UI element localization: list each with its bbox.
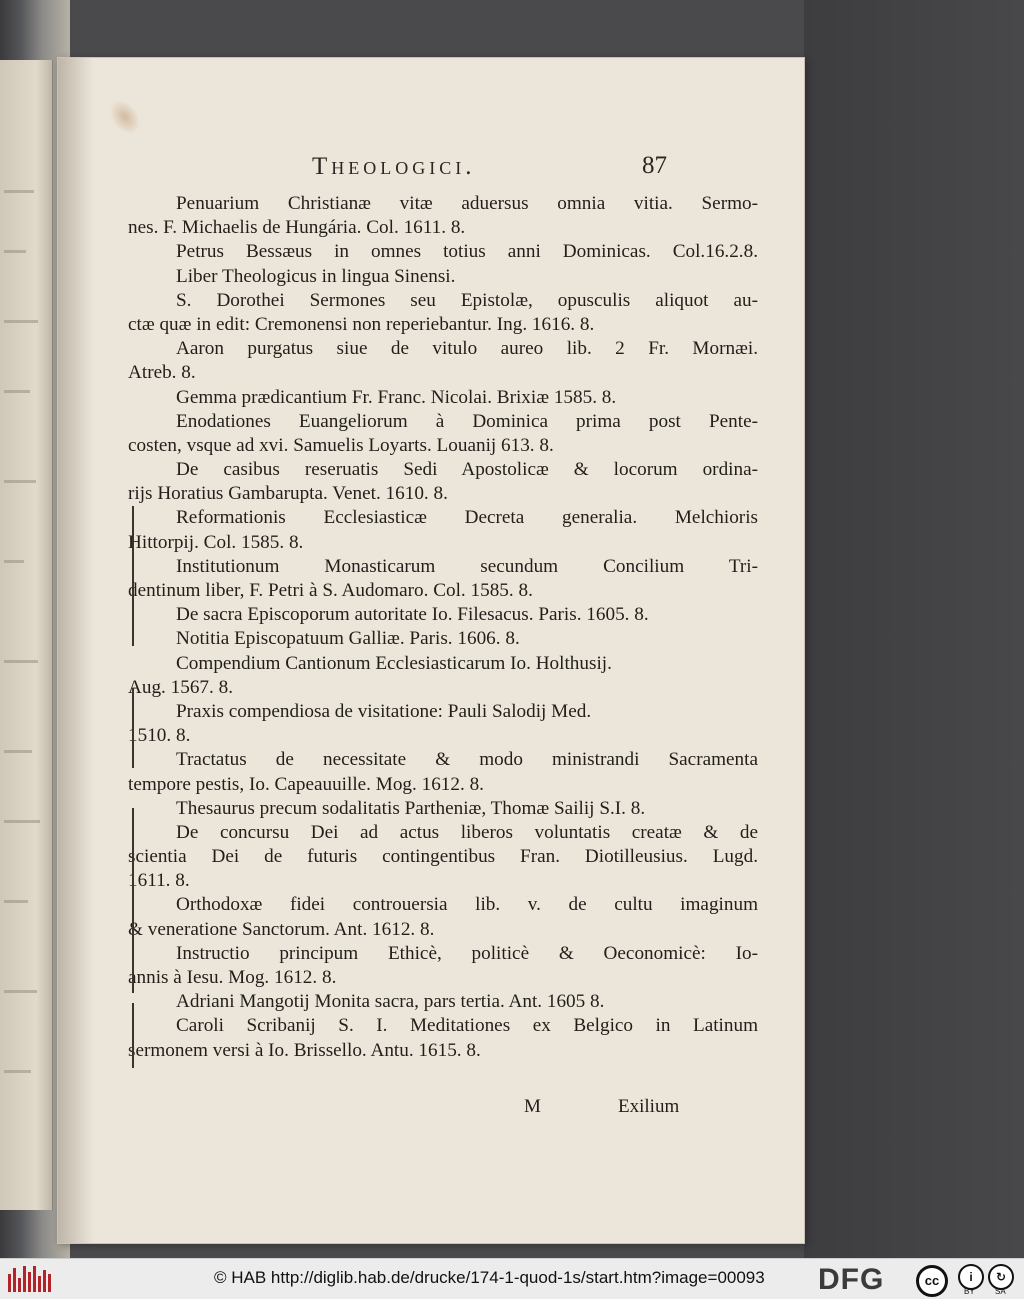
text-line: Notitia Episcopatuum Galliæ. Paris. 1606. 8. — [176, 628, 520, 650]
page-number: 87 — [642, 152, 667, 179]
text-line: Petrus Bessæus in omnes totius anni Dominicas. Col.16.2.8. — [176, 241, 758, 263]
paper-stain — [103, 94, 146, 140]
text-line: Instructio principum Ethicè, politicè & Oeconomicè: Io- — [176, 942, 758, 964]
catchword: Exilium — [618, 1096, 680, 1117]
text-line: tempore pestis, Io. Capeauuille. Mog. 1612. 8. — [128, 773, 484, 795]
text-line: Tractatus de necessitate & modo ministrandi Sacramenta — [176, 749, 758, 771]
text-line: Atreb. 8. — [128, 362, 196, 384]
copyright-link[interactable]: © HAB http://diglib.hab.de/drucke/174-1-quod-1s/start.htm?image=00093 — [214, 1268, 765, 1287]
text-line: Adriani Mangotij Monita sacra, pars tertia. Ant. 1605 8. — [176, 991, 605, 1013]
previous-page-edge — [0, 60, 53, 1210]
text-line: Gemma prædicantium Fr. Franc. Nicolai. Brixiæ 1585. 8. — [176, 386, 617, 408]
margin-bracket — [132, 506, 140, 646]
text-line: Compendium Cantionum Ecclesiasticarum Io. Holthusij. — [176, 652, 612, 674]
text-line: Aaron purgatus siue de vitulo aureo lib. 2 Fr. Mornæi. — [176, 338, 758, 360]
text-line: De concursu Dei ad actus liberos voluntatis creatæ & de — [176, 821, 758, 843]
text-line: ctæ quæ in edit: Cremonensi non reperiebantur. Ing. 1616. 8. — [128, 313, 595, 335]
text-line: Aug. 1567. 8. — [128, 676, 233, 698]
text-line: Institutionum Monasticarum secundum Concilium Tri- — [176, 555, 758, 577]
text-line: costen, vsque ad xvi. Samuelis Loyarts. Louanij 613. 8. — [128, 434, 554, 456]
text-line: Praxis compendiosa de visitatione: Pauli Salodij Med. — [176, 700, 592, 722]
text-line: & veneratione Sanctorum. Ant. 1612. 8. — [128, 918, 435, 940]
share-alike-icon: ↻ — [988, 1264, 1014, 1290]
text-line: S. Dorothei Sermones seu Epistolæ, opusculis aliquot au- — [176, 289, 758, 311]
text-line: 1510. 8. — [128, 725, 191, 747]
scan-background-right — [804, 0, 1024, 1258]
catalogue-text — [128, 192, 758, 1063]
text-line: nes. F. Michaelis de Hungária. Col. 1611. 8. — [128, 217, 466, 239]
text-line: Thesaurus precum sodalitatis Partheniæ, Thomæ Sailij S.I. 8. — [176, 797, 646, 819]
cc-license-icon[interactable]: cc — [916, 1265, 948, 1297]
text-line: Reformationis Ecclesiasticæ Decreta generalia. Melchioris — [176, 507, 758, 529]
text-line: Liber Theologicus in lingua Sinensi. — [176, 265, 456, 287]
book-page — [58, 58, 804, 1243]
running-title: Theologici. — [312, 153, 476, 180]
margin-bracket — [132, 688, 140, 768]
margin-bracket — [132, 808, 140, 993]
text-line: scientia Dei de futuris contingentibus Fran. Diotilleusius. Lugd. — [128, 846, 758, 868]
text-line: De casibus reseruatis Sedi Apostolicæ & locorum ordina- — [176, 459, 758, 481]
attribution-icon: i — [958, 1264, 984, 1290]
hab-logo-icon — [8, 1266, 52, 1292]
margin-bracket — [132, 1003, 140, 1068]
dfg-logo: DFG — [818, 1263, 885, 1296]
footer-bar — [0, 1258, 1024, 1299]
text-line: Enodationes Euangeliorum à Dominica prima post Pente- — [176, 410, 758, 432]
text-line: rijs Horatius Gambarupta. Venet. 1610. 8. — [128, 483, 448, 505]
text-line: sermonem versi à Io. Brissello. Antu. 1615. 8. — [128, 1039, 481, 1061]
text-line: De sacra Episcoporum autoritate Io. Filesacus. Paris. 1605. 8. — [176, 604, 649, 626]
by-label: BY — [964, 1287, 975, 1296]
sa-label: SA — [995, 1287, 1006, 1296]
text-line: Hittorpij. Col. 1585. 8. — [128, 531, 304, 553]
text-line: Caroli Scribanij S. I. Meditationes ex Belgico in Latinum — [176, 1015, 758, 1037]
text-line: Penuarium Christianæ vitæ aduersus omnia vitia. Sermo- — [176, 193, 758, 214]
text-line: dentinum liber, F. Petri à S. Audomaro. Col. 1585. 8. — [128, 580, 533, 601]
signature-mark: M — [524, 1096, 541, 1117]
text-line: Orthodoxæ fidei controuersia lib. v. de cultu imaginum — [176, 894, 758, 916]
text-line: 1611. 8. — [128, 870, 190, 892]
text-line: annis à Iesu. Mog. 1612. 8. — [128, 967, 337, 988]
